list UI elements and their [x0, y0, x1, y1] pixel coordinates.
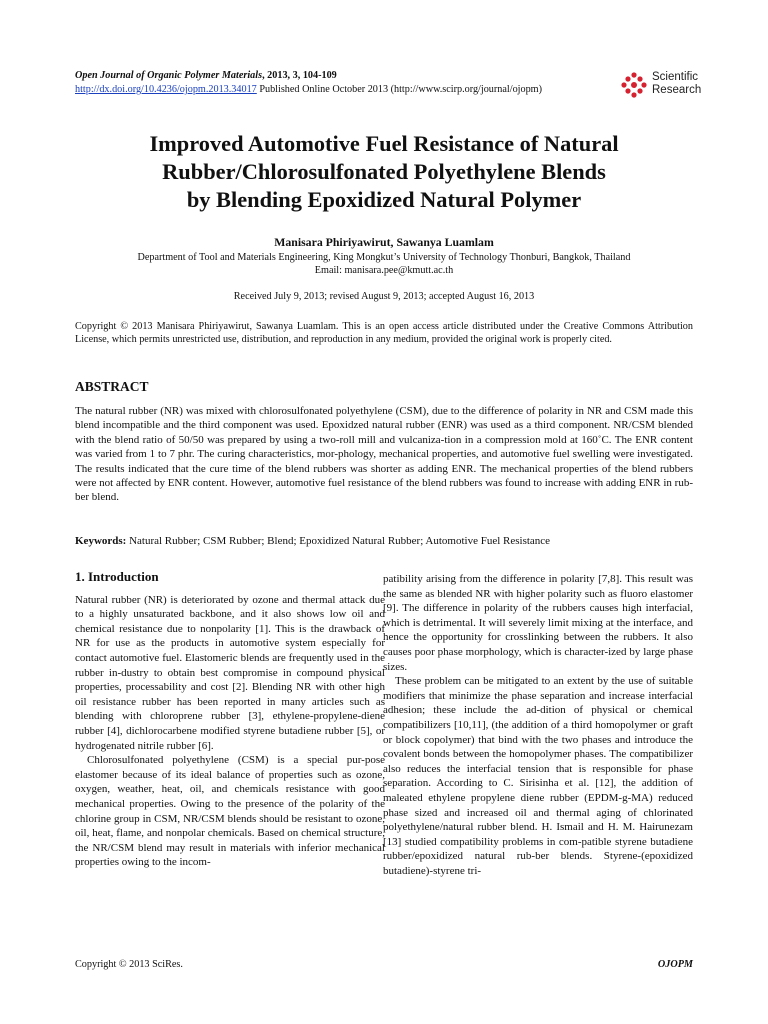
keywords-label: Keywords:: [75, 535, 127, 547]
keywords-text: Natural Rubber; CSM Rubber; Blend; Epoxidized Natural Rubber; Automotive Fuel Resistance: [126, 535, 551, 547]
title-line-3: by Blending Epoxidized Natural Polymer: [186, 187, 582, 212]
section-heading-introduction: 1. Introduction: [75, 569, 159, 584]
doi-link[interactable]: http://dx.doi.org/10.4236/ojopm.2013.34017: [75, 84, 257, 95]
scientific-research-logo-icon: [619, 71, 649, 99]
intro-paragraph-4: These problem can be mitigated to an extent by the use of suitable modifiers that minimize the phase separation and increase interfacial adhesion; these include the ad-dition of physical or chemical compatibilizers [10,11], (the addition of a third homopolymer or graft or block copolymer) that bind with the two phases and introduce the covalent bonds between the homopolymer phases. The compatibilizer also reduces the interfacial tension that is responsible for phase separation. According to C. Sirisinha et al. [12], the addition of maleated ethylene propylene diene rubber (EPDM-g-MA) reduced phase sized and increased oil and thermal aging of chlorinated polyethylene/natural rubber blend. H. Ismail and H. M. Hairunezam [13] studied compatibility problems in com-patible styrene butadiene rubber/epoxidized natural rub-ber blends. Styrene-(epoxidized butadiene)-styrene tri-: [383, 675, 693, 877]
doi-line: [75, 83, 635, 97]
author-email: Email: manisara.pee@kmutt.ac.th: [314, 265, 454, 276]
title-line-1: Improved Automotive Fuel Resistance of Natural: [149, 131, 619, 156]
journal-citation-line: [75, 69, 635, 83]
affiliation: Department of Tool and Materials Engineering, King Mongkut’s University of Technology Thonburi, Bangkok, Thailand: [137, 252, 631, 263]
intro-paragraph-2: Chlorosulfonated polyethylene (CSM) is a special pur-pose elastomer because of its ideal balance of properties such as ozone, oxygen, weather, heat, oil, and chemicals resistance with good mechanical properties. Owing to the presence of the polarity of the chlorine group in CSM, NR/CSM blends should be resistant to ozone, oil, heat, flame, and nonpolar chemicals. Based on chemical structure, the NR/CSM blend may result in materials with inferior mechanical properties owing to the incom-: [75, 754, 385, 869]
abstract-body: The natural rubber (NR) was mixed with chlorosulfonated polyethylene (CSM), due to the difference of polarity in NR and CSM made this blend incompatible and the third component was used. Epoxidzed natural rubber (ENR) was used as a third component. NR/CSM blended with the blend ratio of 50/50 was prepared by using a two-roll mill and vulcaniza-tion in a compression mold at 160˚C. The ENR content was varied from 1 to 7 phr. The curing characteristics, mor-phology, mechanical properties, and automotive fuel swelling were investigated. The results indicated that the cure time of the blend rubbers was shorter as adding ENR. The mechanical properties of the blend rubbers were not affected by ENR content. However, automotive fuel resistance of the blend rubbers was found to increase with adding ENR in rub-ber blend.: [75, 405, 693, 504]
column-left: [75, 570, 385, 870]
footer-journal-abbrev: OJOPM: [657, 959, 693, 970]
abstract-heading: ABSTRACT: [75, 379, 149, 394]
intro-paragraph-3: patibility arising from the difference in polarity [7,8]. This result was the same as blended NR with higher polarity such as fluoro elastomer [9]. The difference in polarity of the rubbers causes high interfacial, which is detrimental. It will severely limit mixing at the interface, and hence the opportunity for crosslinking between the rubbers. It also causes poor phase morphology, which is character-ized by large phase sizes.: [383, 573, 693, 673]
logo-line-1: Scientific: [652, 71, 699, 83]
keywords: [75, 535, 693, 547]
title-line-2: Rubber/Chlorosulfonated Polyethylene Blends: [162, 159, 606, 184]
logo-line-2: Research: [652, 84, 702, 96]
copyright-notice: Copyright © 2013 Manisara Phiriyawirut, Sawanya Luamlam. This is an open access article distributed under the Creative Commons Attribution License, which permits unrestricted use, distribution, and reproduction in any medium, provided the original work is properly cited.: [75, 321, 693, 345]
received-dates: Received July 9, 2013; revised August 9, 2013; accepted August 16, 2013: [233, 291, 535, 302]
journal-header: [75, 69, 635, 97]
footer-copyright: Copyright © 2013 SciRes.: [75, 959, 183, 970]
paper-title: [60, 130, 708, 214]
journal-volume-info: , 2013, 3, 104-109: [262, 70, 337, 81]
published-online-text: Published Online October 2013 (http://www.scirp.org/journal/ojopm): [256, 84, 542, 95]
logo-text: [652, 71, 701, 97]
intro-paragraph-1: Natural rubber (NR) is deteriorated by ozone and thermal attack due to a highly unsaturated backbone, and it also shows low oil and chemical resistance due to nonpolarity [1]. This is the drawback of NR for use as the products in automotive system especially for contact automotive fuel. Elastomeric blends are frequently used in the rubber in-dustry to obtain best compromise in compound physical properties, processability and cost [2]. Blending NR with other high oil resistance rubber has been reported in many articles such as blending with chloroprene rubber [3], ethylene-propylene-diene rubber [4], dichlorocarbene modified styrene butadiene rubber [5], or hydrogenated nitrile rubber [6].: [75, 593, 385, 752]
journal-name: Open Journal of Organic Polymer Materials: [75, 70, 263, 81]
authors: Manisara Phiriyawirut, Sawanya Luamlam: [274, 235, 494, 249]
column-right: [383, 572, 693, 878]
